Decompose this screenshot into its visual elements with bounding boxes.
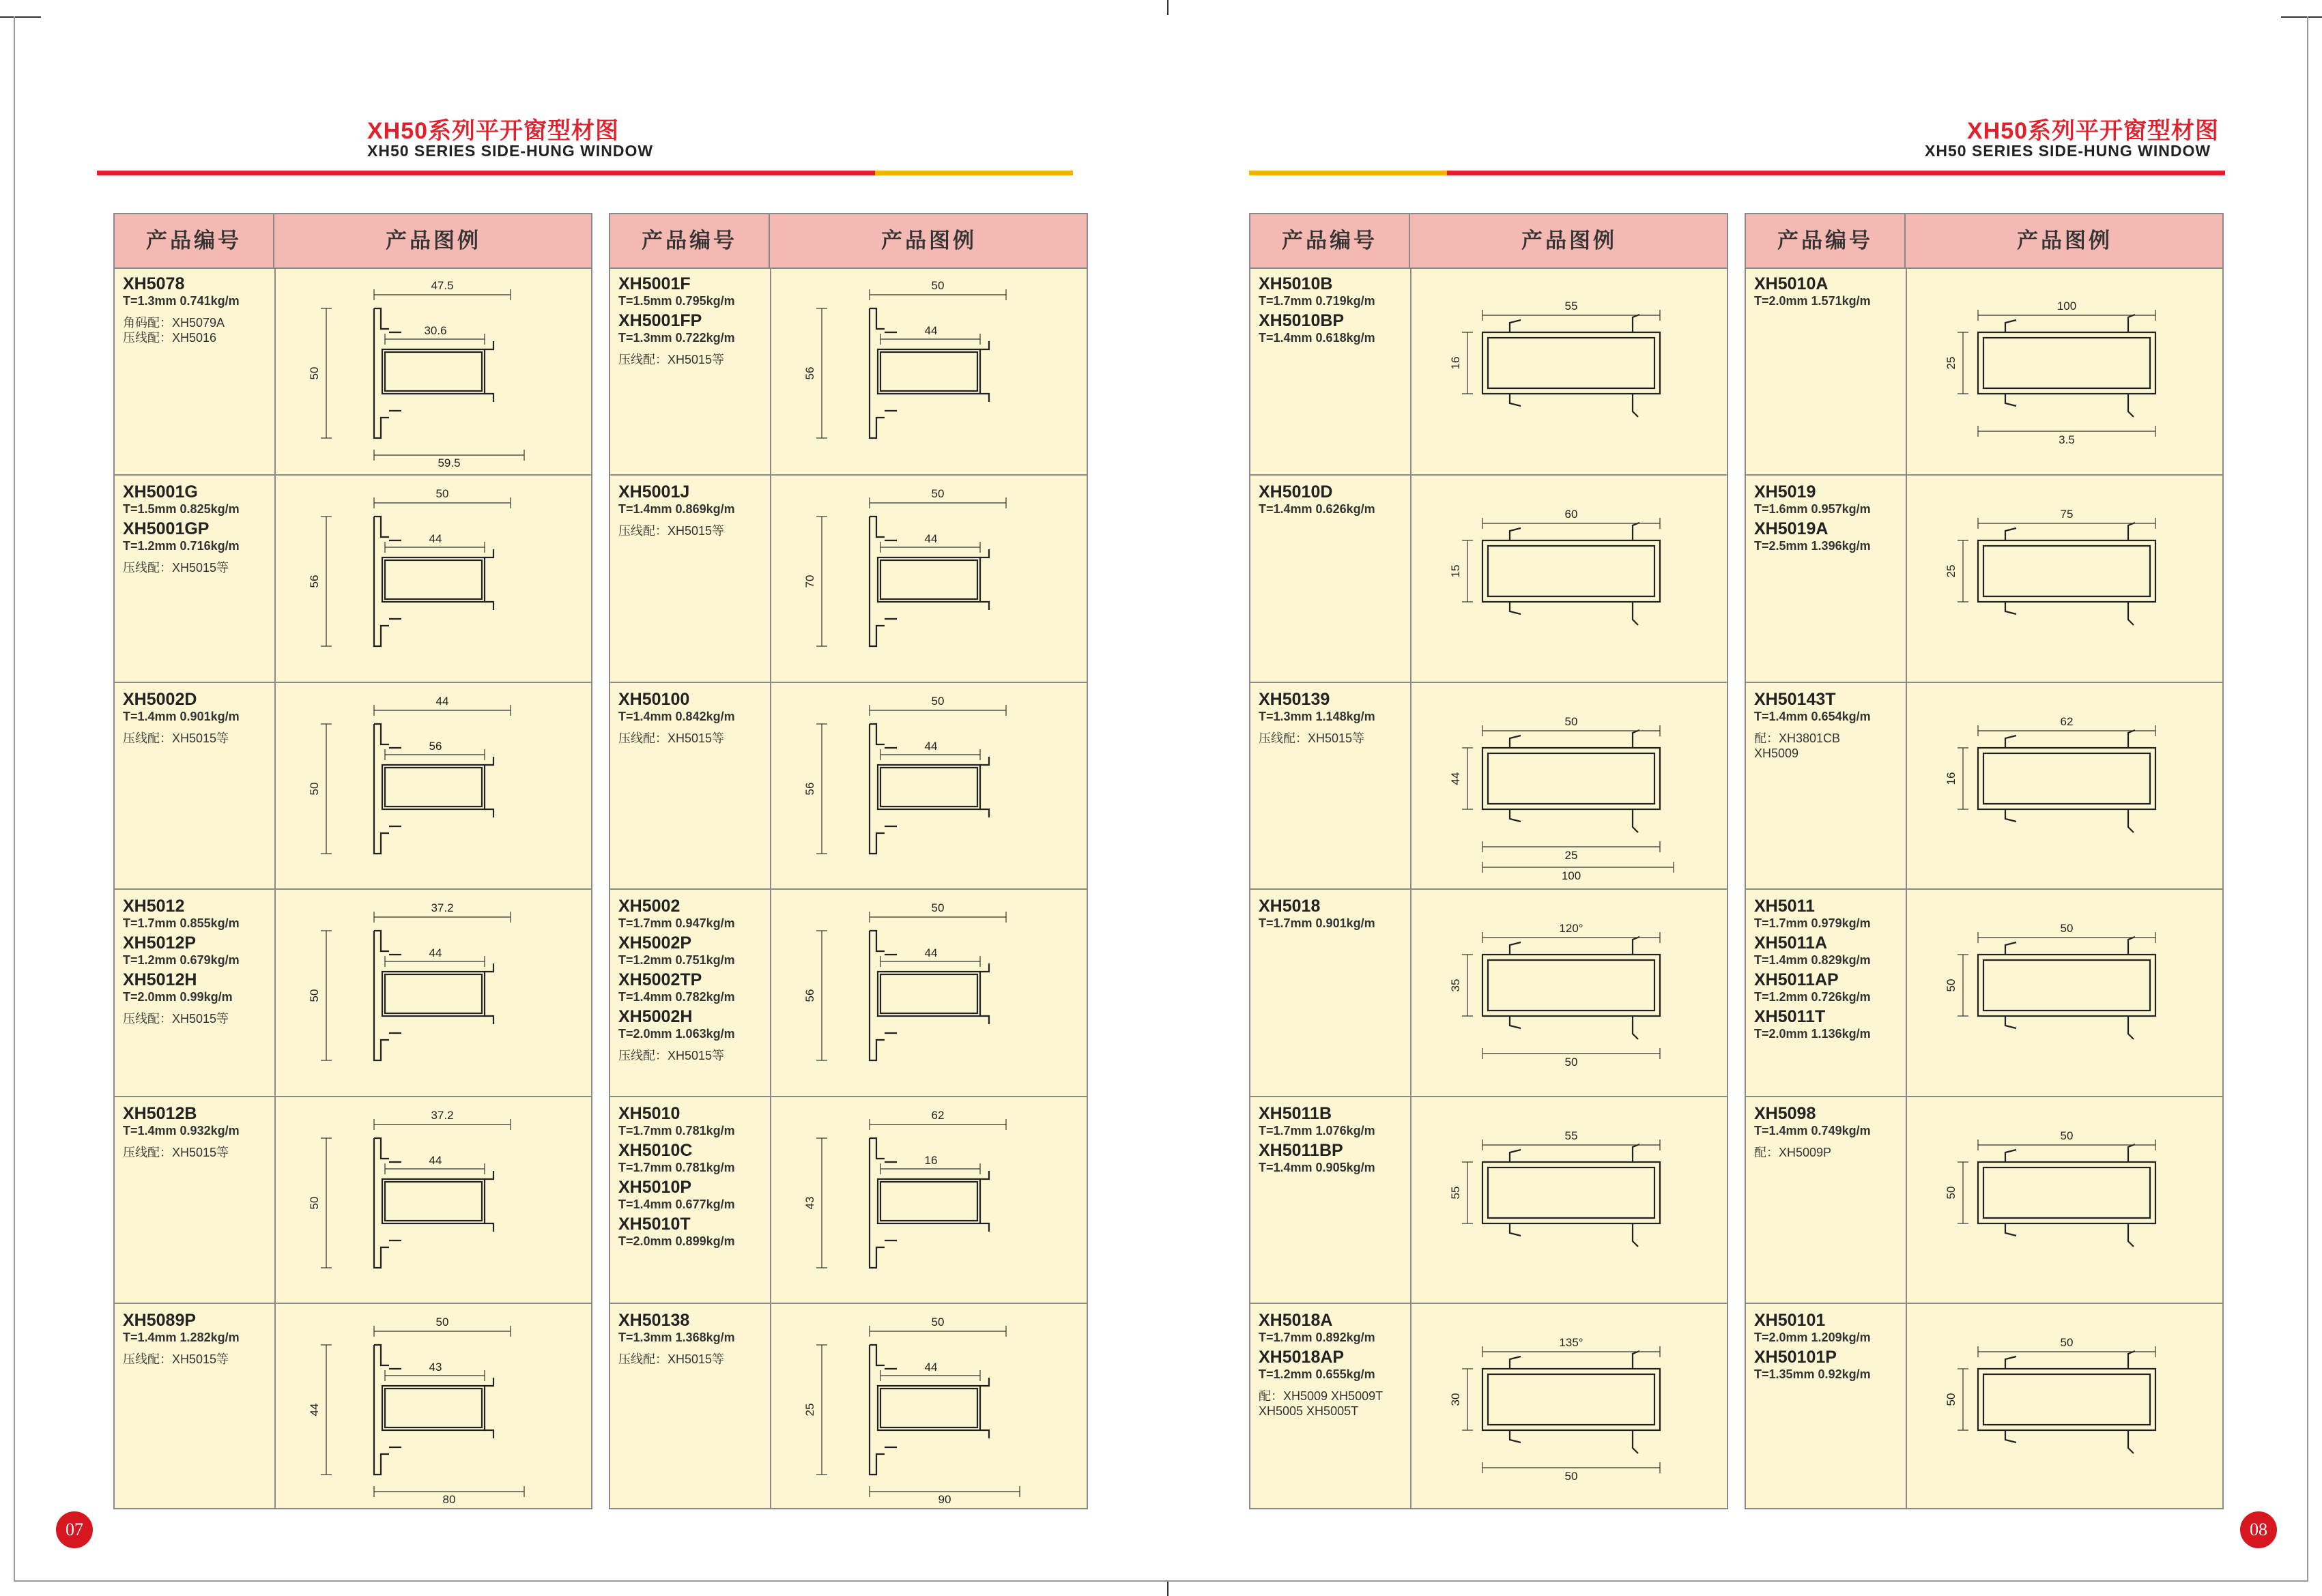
profile-drawing <box>774 683 1085 888</box>
profile-drawing <box>1414 890 1725 1094</box>
profile-table <box>1249 213 1728 1509</box>
dimension-label: 60 <box>1564 508 1578 521</box>
table-row <box>115 1096 591 1303</box>
product-spec: T=1.7mm 0.892kg/m <box>1259 1331 1375 1344</box>
product-code: XH5010BP <box>1259 311 1345 330</box>
profile-table <box>1745 213 2224 1509</box>
page-title-cn: XH50系列平开窗型材图 <box>1967 118 2220 144</box>
product-code: XH5010B <box>1259 274 1333 293</box>
profile-drawing <box>774 476 1085 680</box>
profile-drawing <box>1910 683 2221 888</box>
dimension-label: 120° <box>1559 922 1583 935</box>
product-code: XH5012B <box>123 1103 197 1123</box>
title-rule-yellow <box>1249 171 1447 175</box>
profile-figure <box>1414 890 1725 1094</box>
product-info <box>1754 480 1904 553</box>
product-note: 配：XH5009 XH5009T <box>1259 1389 1384 1403</box>
profile-drawing <box>1910 267 2221 472</box>
product-spec: T=1.7mm 0.947kg/m <box>618 916 735 931</box>
product-note: 压线配：XH5015等 <box>123 1352 229 1366</box>
product-spec: T=2.0mm 0.99kg/m <box>123 990 233 1004</box>
dimension-label: 75 <box>2060 508 2074 521</box>
product-code: XH5098 <box>1754 1103 1816 1123</box>
dimension-label: 50 <box>931 487 945 501</box>
dimension-label: 16 <box>1449 356 1462 370</box>
product-info <box>1754 1101 1904 1160</box>
profile-figure <box>1414 1097 1725 1302</box>
dimension-label: 56 <box>308 575 321 588</box>
table-row <box>1250 267 1727 474</box>
product-spec: T=1.4mm 0.842kg/m <box>618 709 735 723</box>
product-info <box>618 687 769 746</box>
profile-drawing <box>278 1097 590 1302</box>
dimension-label: 15 <box>1449 564 1462 578</box>
profile-figure <box>278 1097 590 1302</box>
product-spec: T=1.2mm 0.716kg/m <box>123 539 240 553</box>
dimension-label: 50 <box>308 782 321 796</box>
product-spec: T=1.3mm 1.368kg/m <box>618 1331 735 1344</box>
product-info <box>1754 272 1904 308</box>
dimension-label: 56 <box>429 739 442 753</box>
dimension-label: 16 <box>924 1153 938 1167</box>
product-code: XH5089P <box>123 1311 197 1330</box>
dimension-label: 44 <box>429 946 442 960</box>
product-note: 压线配：XH5015等 <box>123 731 229 745</box>
profile-figure <box>278 476 590 680</box>
product-code: XH50100 <box>618 689 690 709</box>
dimension-label: 55 <box>1449 1186 1462 1200</box>
profile-figure <box>1910 683 2221 888</box>
profile-drawing <box>278 267 590 472</box>
product-note: 配：XH5009P <box>1754 1145 1832 1159</box>
dimension-label: 47.5 <box>431 279 454 292</box>
product-code: XH5011BP <box>1259 1140 1343 1160</box>
product-info <box>618 272 769 367</box>
product-code: XH5001FP <box>618 311 702 330</box>
product-spec: T=1.4mm 1.282kg/m <box>123 1331 240 1344</box>
product-code: XH50101P <box>1754 1348 1837 1367</box>
dimension-label: 25 <box>1945 564 1958 578</box>
product-info <box>1259 687 1409 746</box>
product-note: 配：XH3801CB <box>1754 731 1841 745</box>
product-code: XH5018A <box>1259 1311 1333 1330</box>
product-info <box>123 687 273 746</box>
product-info <box>618 1101 769 1249</box>
dimension-label: 56 <box>803 782 816 796</box>
profile-drawing <box>1910 890 2221 1094</box>
dimension-label: 44 <box>1449 772 1462 785</box>
product-spec: T=1.4mm 0.677kg/m <box>618 1197 735 1211</box>
product-spec: T=1.6mm 0.957kg/m <box>1754 502 1871 517</box>
product-spec: T=2.5mm 1.396kg/m <box>1754 539 1871 553</box>
dimension-label: 135° <box>1559 1336 1583 1349</box>
profile-drawing <box>278 683 590 888</box>
profile-drawing <box>1414 683 1725 888</box>
product-spec: T=1.2mm 0.679kg/m <box>123 953 240 968</box>
table-row <box>1250 682 1727 888</box>
product-spec: T=1.4mm 0.782kg/m <box>618 990 735 1004</box>
product-spec: T=1.2mm 0.751kg/m <box>618 953 735 968</box>
dimension-label: 50 <box>1564 1056 1578 1069</box>
product-spec: T=1.4mm 0.654kg/m <box>1754 709 1871 723</box>
product-spec: T=2.0mm 1.571kg/m <box>1754 294 1871 308</box>
product-info <box>618 1308 769 1367</box>
table-row <box>115 1303 591 1509</box>
product-code: XH5011B <box>1259 1103 1332 1123</box>
product-spec: T=1.3mm 0.722kg/m <box>618 331 735 345</box>
product-info <box>1259 1308 1409 1419</box>
dimension-label: 62 <box>2060 714 2074 728</box>
dimension-label: 30.6 <box>424 324 447 337</box>
dimension-label: 44 <box>429 532 442 546</box>
profile-figure <box>774 890 1085 1094</box>
header-product-figure: 产品图例 <box>1521 229 1617 252</box>
profile-drawing <box>774 267 1085 472</box>
table-row <box>1746 682 2222 888</box>
dimension-label: 50 <box>1945 978 1958 992</box>
profile-drawing <box>1414 267 1725 472</box>
product-code: XH5002D <box>123 689 197 709</box>
table-row <box>1250 474 1727 681</box>
product-spec: T=1.4mm 0.626kg/m <box>1259 502 1375 517</box>
dimension-label: 25 <box>803 1403 816 1417</box>
profile-figure <box>1910 1097 2221 1302</box>
product-info <box>1754 894 1904 1041</box>
product-info <box>1259 894 1409 931</box>
product-info <box>618 894 769 1063</box>
product-info <box>123 272 273 345</box>
dimension-label: 50 <box>308 366 321 380</box>
header-product-code: 产品编号 <box>1250 214 1410 267</box>
product-code: XH5001F <box>618 274 691 293</box>
product-code: XH5011T <box>1754 1007 1826 1027</box>
table-row <box>1250 1096 1727 1303</box>
dimension-label: 55 <box>1564 300 1578 313</box>
dimension-label: 35 <box>1449 978 1462 992</box>
dimension-label: 50 <box>308 1196 321 1210</box>
dimension-label: 25 <box>1564 848 1578 862</box>
profile-figure <box>774 476 1085 680</box>
table-row <box>1746 1303 2222 1509</box>
product-note: 压线配：XH5015等 <box>123 1012 229 1026</box>
product-code: XH5019A <box>1754 519 1829 539</box>
product-note: 压线配：XH5015等 <box>618 1352 725 1366</box>
dimension-label: 50 <box>931 901 945 915</box>
dimension-label: 3.5 <box>2059 433 2075 446</box>
product-info <box>123 1101 273 1160</box>
dimension-label: 50 <box>435 1316 449 1329</box>
product-info <box>123 1308 273 1367</box>
dimension-label: 50 <box>1564 714 1578 728</box>
product-note: 压线配：XH5015等 <box>618 731 725 745</box>
product-spec: T=1.4mm 0.749kg/m <box>1754 1123 1871 1137</box>
profile-figure <box>1910 890 2221 1094</box>
dimension-label: 43 <box>429 1361 442 1374</box>
product-note: 压线配：XH5015等 <box>618 1049 725 1063</box>
header-product-code: 产品编号 <box>1746 214 1906 267</box>
dimension-label: 56 <box>803 989 816 1002</box>
dimension-label: 50 <box>1564 1470 1578 1483</box>
profile-figure <box>1414 267 1725 472</box>
product-note: 压线配：XH5015等 <box>1259 731 1365 745</box>
dimension-label: 100 <box>2056 300 2077 313</box>
product-code: XH5002H <box>618 1007 693 1027</box>
table-row <box>610 1096 1087 1303</box>
dimension-label: 90 <box>938 1493 951 1506</box>
table-row <box>610 1303 1087 1509</box>
product-spec: T=1.4mm 0.901kg/m <box>123 709 240 723</box>
product-info <box>1754 687 1904 761</box>
profile-drawing <box>278 1304 590 1509</box>
dimension-label: 44 <box>924 324 938 337</box>
profile-drawing <box>774 1304 1085 1509</box>
product-spec: T=1.7mm 0.781kg/m <box>618 1160 735 1174</box>
product-info <box>1259 480 1409 517</box>
profile-figure <box>278 267 590 472</box>
dimension-label: 59.5 <box>438 456 461 469</box>
table-row <box>610 474 1087 681</box>
product-spec: T=1.5mm 0.825kg/m <box>123 502 240 517</box>
dimension-label: 50 <box>2060 922 2074 935</box>
page-number: 07 <box>56 1511 93 1548</box>
product-code: XH5011A <box>1754 933 1828 953</box>
profile-figure <box>774 1097 1085 1302</box>
profile-drawing <box>1414 1097 1725 1302</box>
table-header <box>115 214 591 269</box>
table-row <box>610 267 1087 474</box>
title-rule-red <box>97 171 875 175</box>
product-spec: T=1.7mm 0.855kg/m <box>123 916 240 931</box>
product-spec: T=1.7mm 0.901kg/m <box>1259 916 1375 931</box>
profile-table <box>609 213 1088 1509</box>
product-code: XH5012 <box>123 897 185 916</box>
dimension-label: 37.2 <box>431 901 454 915</box>
profile-figure <box>1414 476 1725 680</box>
table-row <box>1746 1096 2222 1303</box>
product-code: XH5001J <box>618 482 690 502</box>
product-note: 压线配：XH5015等 <box>123 1145 229 1159</box>
product-note: 压线配：XH5015等 <box>618 524 725 538</box>
profile-figure <box>278 1304 590 1509</box>
profile-figure <box>774 683 1085 888</box>
product-info <box>123 894 273 1026</box>
dimension-label: 50 <box>931 279 945 292</box>
product-code: XH50139 <box>1259 689 1330 709</box>
table-row <box>610 682 1087 888</box>
product-code: XH5011AP <box>1754 970 1839 990</box>
profile-figure <box>1910 476 2221 680</box>
product-note: XH5009 <box>1754 746 1799 760</box>
header-product-figure: 产品图例 <box>881 229 977 252</box>
product-code: XH5010T <box>618 1214 691 1234</box>
dimension-label: 30 <box>1449 1393 1462 1406</box>
product-spec: T=1.7mm 0.781kg/m <box>618 1123 735 1137</box>
product-code: XH5078 <box>123 274 185 293</box>
product-spec: T=1.2mm 0.726kg/m <box>1754 990 1871 1004</box>
table-row <box>115 474 591 681</box>
product-spec: T=1.5mm 0.795kg/m <box>618 294 735 308</box>
product-info <box>1754 1308 1904 1382</box>
profile-drawing <box>1910 476 2221 680</box>
product-spec: T=2.0mm 1.136kg/m <box>1754 1027 1871 1041</box>
product-code: XH50143T <box>1754 689 1836 709</box>
dimension-label: 25 <box>1945 356 1958 370</box>
dimension-label: 50 <box>2060 1336 2074 1349</box>
dimension-label: 70 <box>803 575 816 588</box>
dimension-label: 80 <box>442 1493 456 1506</box>
dimension-label: 50 <box>435 487 449 501</box>
product-spec: T=1.4mm 0.618kg/m <box>1259 331 1375 345</box>
profile-drawing <box>774 890 1085 1094</box>
header-product-figure: 产品图例 <box>386 229 481 252</box>
product-spec: T=1.4mm 0.869kg/m <box>618 502 735 517</box>
page-title-cn: XH50系列平开窗型材图 <box>367 118 620 144</box>
dimension-label: 50 <box>931 694 945 708</box>
title-rule-red <box>1447 171 2225 175</box>
table-row <box>115 888 591 1095</box>
table-header <box>610 214 1087 269</box>
table-row <box>1746 888 2222 1095</box>
page-07 <box>0 0 1160 1596</box>
dimension-label: 44 <box>924 532 938 546</box>
dimension-label: 16 <box>1945 772 1958 785</box>
profile-figure <box>1414 683 1725 888</box>
dimension-label: 44 <box>429 1153 442 1167</box>
dimension-label: 50 <box>931 1316 945 1329</box>
dimension-label: 50 <box>1945 1393 1958 1406</box>
table-row <box>115 267 591 474</box>
product-spec: T=1.7mm 1.076kg/m <box>1259 1123 1375 1137</box>
header-product-code: 产品编号 <box>115 214 274 267</box>
product-note: 压线配：XH5015等 <box>123 561 229 575</box>
profile-drawing <box>278 476 590 680</box>
product-code: XH5010P <box>618 1177 692 1197</box>
dimension-label: 44 <box>435 694 449 708</box>
product-code: XH5011 <box>1754 897 1815 916</box>
product-code: XH5018AP <box>1259 1348 1345 1367</box>
product-code: XH5010C <box>618 1140 693 1160</box>
profile-figure <box>278 890 590 1094</box>
product-note: XH5005 XH5005T <box>1259 1404 1359 1418</box>
title-rule-yellow <box>875 171 1073 175</box>
profile-figure <box>1910 267 2221 472</box>
profile-drawing <box>1414 1304 1725 1509</box>
product-spec: T=1.3mm 0.741kg/m <box>123 294 240 308</box>
product-spec: T=1.4mm 0.932kg/m <box>123 1123 240 1137</box>
product-info <box>123 480 273 575</box>
page-title-en: XH50 SERIES SIDE-HUNG WINDOW <box>1925 142 2211 160</box>
product-code: XH5010D <box>1259 482 1333 502</box>
header-product-figure: 产品图例 <box>2017 229 2112 252</box>
dimension-label: 50 <box>1945 1186 1958 1200</box>
dimension-label: 44 <box>924 1361 938 1374</box>
dimension-label: 44 <box>308 1403 321 1417</box>
profile-figure <box>774 1304 1085 1509</box>
dimension-label: 56 <box>803 366 816 380</box>
product-note: 压线配：XH5016 <box>123 331 217 345</box>
profile-figure <box>1910 1304 2221 1509</box>
page-title-en: XH50 SERIES SIDE-HUNG WINDOW <box>367 142 654 160</box>
product-spec: T=1.7mm 0.979kg/m <box>1754 916 1871 931</box>
table-header <box>1746 214 2222 269</box>
product-code: XH5001GP <box>123 519 210 539</box>
product-code: XH5002P <box>618 933 692 953</box>
header-product-code: 产品编号 <box>610 214 770 267</box>
product-info <box>1259 1101 1409 1175</box>
dimension-label: 37.2 <box>431 1108 454 1122</box>
profile-drawing <box>1910 1304 2221 1509</box>
product-spec: T=2.0mm 1.209kg/m <box>1754 1331 1871 1344</box>
profile-figure <box>278 683 590 888</box>
table-row <box>115 682 591 888</box>
product-code: XH5002TP <box>618 970 702 990</box>
profile-figure <box>1414 1304 1725 1509</box>
product-code: XH5019 <box>1754 482 1816 502</box>
dimension-label: 43 <box>803 1196 816 1210</box>
dimension-label: 100 <box>1561 869 1581 882</box>
profile-drawing <box>278 890 590 1094</box>
page-number: 08 <box>2240 1511 2277 1548</box>
product-code: XH5010 <box>618 1103 680 1123</box>
table-row <box>1250 888 1727 1095</box>
product-spec: T=1.7mm 0.719kg/m <box>1259 294 1375 308</box>
profile-drawing <box>774 1097 1085 1302</box>
product-info <box>1259 272 1409 345</box>
product-spec: T=1.2mm 0.655kg/m <box>1259 1367 1375 1381</box>
product-spec: T=1.4mm 0.905kg/m <box>1259 1160 1375 1174</box>
profile-table <box>113 213 592 1509</box>
product-spec: T=2.0mm 1.063kg/m <box>618 1027 735 1041</box>
table-header <box>1250 214 1727 269</box>
profile-figure <box>774 267 1085 472</box>
product-code: XH50138 <box>618 1311 690 1330</box>
product-code: XH5002 <box>618 897 680 916</box>
dimension-label: 50 <box>308 989 321 1002</box>
profile-drawing <box>1414 476 1725 680</box>
page-08 <box>1162 0 2322 1596</box>
dimension-label: 44 <box>924 946 938 960</box>
product-code: XH5018 <box>1259 897 1321 916</box>
product-code: XH5012P <box>123 933 197 953</box>
product-info <box>618 480 769 538</box>
product-code: XH5001G <box>123 482 198 502</box>
dimension-label: 55 <box>1564 1129 1578 1142</box>
table-row <box>1746 267 2222 474</box>
product-spec: T=1.35mm 0.92kg/m <box>1754 1367 1871 1381</box>
dimension-label: 50 <box>2060 1129 2074 1142</box>
table-row <box>1746 474 2222 681</box>
profile-drawing <box>1910 1097 2221 1302</box>
product-code: XH5010A <box>1754 274 1829 293</box>
dimension-label: 62 <box>931 1108 945 1122</box>
product-spec: T=2.0mm 0.899kg/m <box>618 1234 735 1248</box>
product-code: XH50101 <box>1754 1311 1826 1330</box>
table-row <box>610 888 1087 1095</box>
product-spec: T=1.4mm 0.829kg/m <box>1754 953 1871 968</box>
product-spec: T=1.3mm 1.148kg/m <box>1259 709 1375 723</box>
product-code: XH5012H <box>123 970 197 990</box>
dimension-label: 44 <box>924 739 938 753</box>
table-row <box>1250 1303 1727 1509</box>
product-note: 角码配：XH5079A <box>123 316 225 330</box>
product-note: 压线配：XH5015等 <box>618 353 725 366</box>
